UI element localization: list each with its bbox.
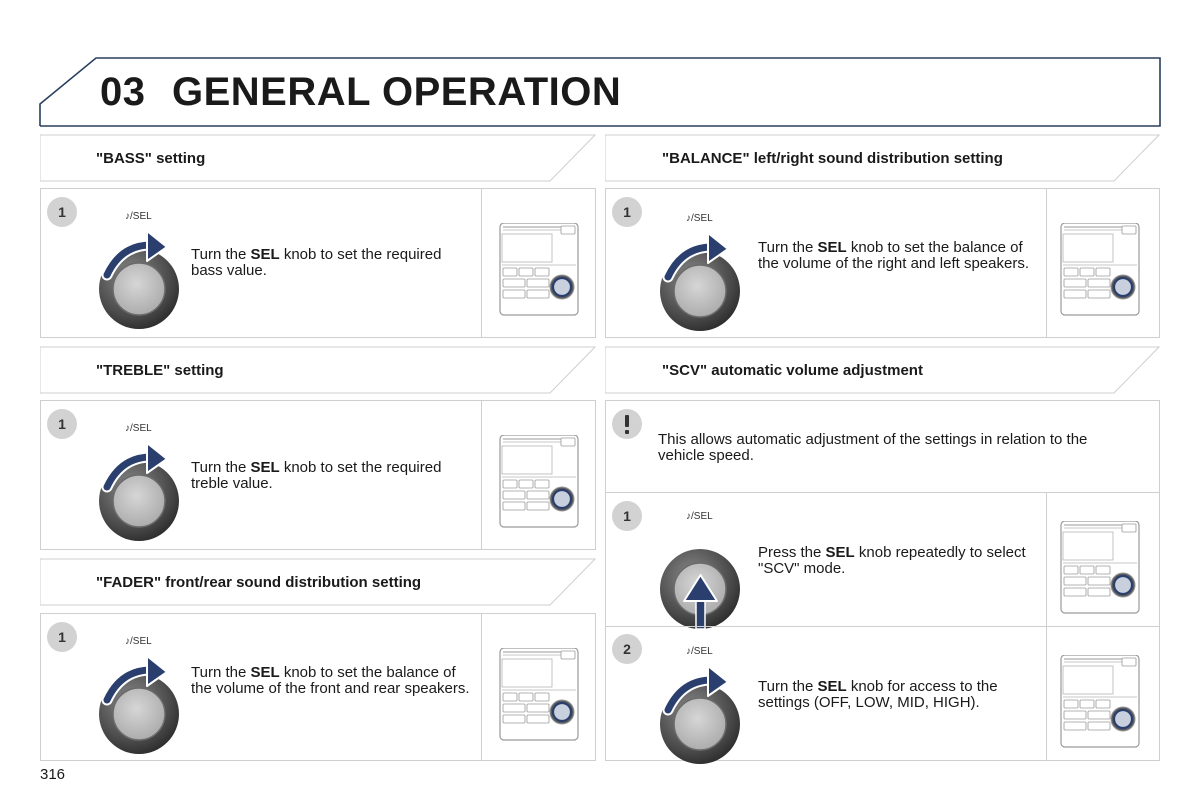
rotary-knob-graphic: [654, 225, 774, 335]
note-text: This allows automatic adjustment of the settings in relation to the vehicle speed.: [658, 431, 1088, 464]
rotary-knob-graphic: [654, 523, 774, 633]
rotary-knob-icon: [654, 523, 774, 633]
chapter-number: 03: [100, 70, 146, 114]
step-box-balance: [605, 188, 1160, 338]
section-header-balance: [605, 134, 1160, 182]
radio-unit-thumbnail: [1060, 521, 1140, 620]
radio-unit-thumbnail: [1060, 223, 1140, 322]
sel-label: ♪/SEL: [125, 636, 152, 647]
step-text: Turn the SEL knob to set the balance of the volume of the right and left speakers.: [758, 239, 1029, 272]
section-title: "TREBLE" setting: [96, 362, 224, 379]
chapter-title: GENERAL OPERATION: [172, 70, 622, 114]
section-title: "FADER" front/rear sound distribution setting: [96, 574, 422, 591]
sel-label: ♪/SEL: [686, 511, 713, 522]
section-header-treble: [40, 346, 596, 394]
radio-unit-thumbnail: [1060, 655, 1140, 754]
section-title: "BASS" setting: [96, 150, 206, 167]
sel-label: ♪/SEL: [686, 646, 713, 657]
section-header-bass: [40, 134, 596, 182]
step-text: Turn the SEL knob to set the required treble value.: [191, 459, 442, 492]
step-badge: 1: [612, 197, 642, 227]
step-badge: 1: [47, 197, 77, 227]
step-text: Turn the SEL knob to set the required bass value.: [191, 246, 442, 279]
step-badge: 1: [47, 409, 77, 439]
step-box-bass: [40, 188, 596, 338]
exclamation-icon: [612, 409, 642, 439]
rotary-knob-icon: [654, 225, 774, 335]
section-header-scv: [605, 346, 1160, 394]
step-box-scv: [605, 400, 1160, 761]
step-badge: 2: [612, 634, 642, 664]
page-number: 316: [40, 766, 66, 783]
radio-unit-thumbnail: [499, 223, 579, 322]
step-text: Turn the SEL knob for access to the settings (OFF, LOW, MID, HIGH).: [758, 678, 998, 711]
step-text: Press the SEL knob repeatedly to select "SCV" mode.: [758, 544, 1026, 577]
sel-label: ♪/SEL: [125, 423, 152, 434]
section-header-fader: [40, 558, 596, 606]
step-text: Turn the SEL knob to set the balance of the volume of the front and rear speakers.: [191, 664, 470, 697]
step-badge: 1: [47, 622, 77, 652]
sel-label: ♪/SEL: [686, 213, 713, 224]
step-box-treble: [40, 400, 596, 550]
radio-unit-thumbnail: [499, 648, 579, 747]
step-box-fader: [40, 613, 596, 761]
step-badge: 1: [612, 501, 642, 531]
section-title: "SCV" automatic volume adjustment: [662, 362, 923, 379]
rotary-knob-graphic: [654, 658, 774, 768]
radio-unit-thumbnail: [499, 435, 579, 534]
section-title: "BALANCE" left/right sound distribution setting: [662, 150, 1003, 167]
sel-label: ♪/SEL: [125, 211, 152, 222]
rotary-knob-icon: [654, 658, 774, 768]
